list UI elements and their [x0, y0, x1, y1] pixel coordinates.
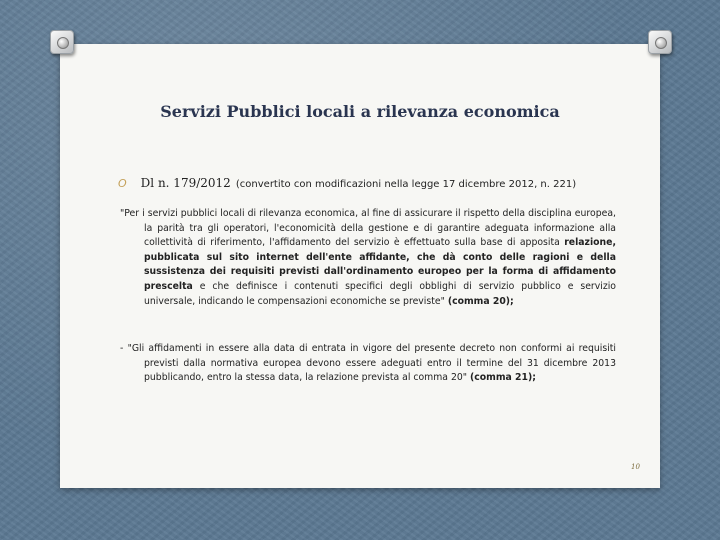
paragraph-text: - "Gli affidamenti in essere alla data di entrata in vigore del presente decreto non conformi ai requisiti previsti dalla normativa europea devono essere adeguati entro il termine del 31 dicembre 2013 pubblicando, entro la stessa data, la relazione prevista al comma 20": [120, 343, 616, 384]
pushpin-icon: [648, 30, 672, 54]
decree-note: (convertito con modificazioni nella legge 17 dicembre 2012, n. 221): [235, 179, 577, 190]
comma-20-paragraph: [120, 207, 616, 309]
page-number: 10: [631, 463, 640, 471]
comma-reference: (comma 21);: [470, 372, 536, 384]
paragraph-bold-text: relazione, pubblicata sul sito internet dell'ente affidante, che dà conto delle ragioni e della sussistenza dei requisiti previsti dall'ordinamento europeo per la forma di affidamento prescelta: [144, 237, 616, 292]
paragraph-text: "Per i servizi pubblici locali di rilevanza economica, al fine di assicurare il rispetto della disciplina europea, la parità tra gli operatori, l'economicità della gestione e di garantire adeguata informazione alla collettività di riferimento, l'affidamento del servizio è effettuato sulla base di apposita: [120, 208, 616, 249]
decree-heading: Dl n. 179/2012: [140, 176, 231, 190]
comma-21-paragraph: [120, 342, 616, 386]
pushpin-icon: [50, 30, 74, 54]
slide-title: Servizi Pubblici locali a rilevanza economica: [160, 102, 560, 121]
bullet-heading: [118, 172, 576, 191]
paragraph-text: e che definisce i contenuti specifici degli obblighi di servizio pubblico e servizio universale, indicando le compensazioni economiche se previste": [144, 280, 616, 307]
bullet-marker-icon: O: [118, 177, 127, 190]
comma-reference: (comma 20);: [447, 295, 514, 307]
